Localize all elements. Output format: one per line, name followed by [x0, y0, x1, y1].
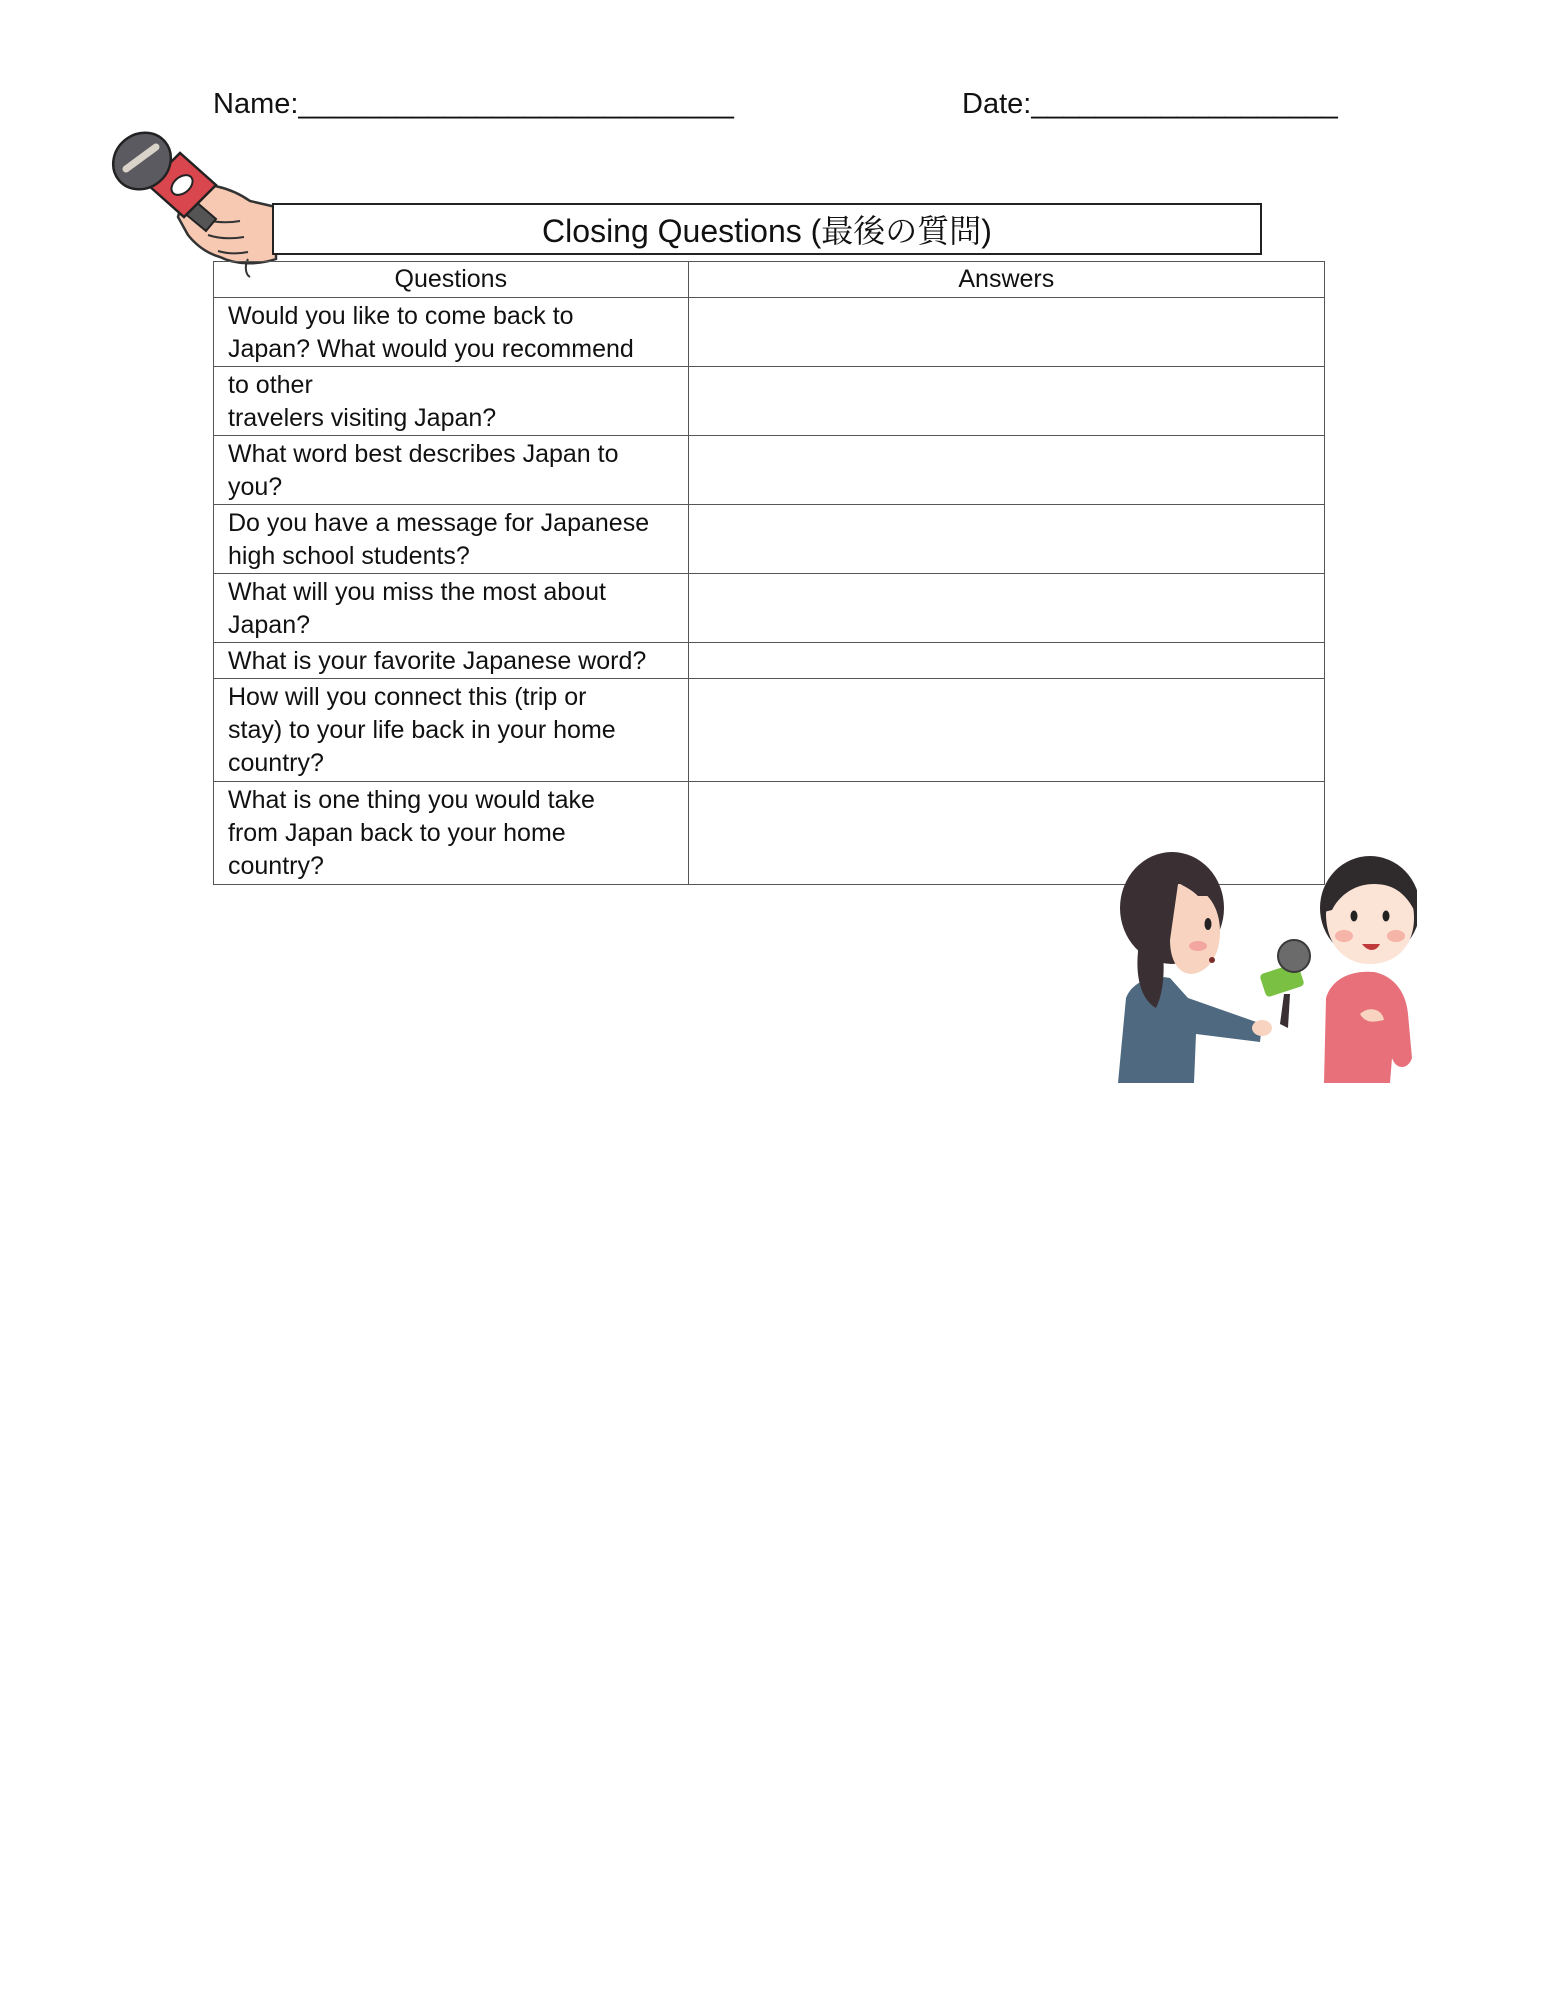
question-cell: What will you miss the most about Japan? [214, 574, 689, 643]
answer-cell[interactable] [688, 298, 1324, 367]
interview-illustration [1112, 848, 1417, 1083]
answer-cell[interactable] [688, 436, 1324, 505]
answers-column-header: Answers [688, 262, 1324, 298]
question-cell: to other travelers visiting Japan? [214, 367, 689, 436]
table-row [214, 298, 1325, 367]
question-cell: Do you have a message for Japanese high school students? [214, 505, 689, 574]
name-field[interactable]: Name:___________________________ [213, 88, 734, 120]
question-cell: What is your favorite Japanese word? [214, 643, 689, 679]
questions-column-header: Questions [214, 262, 689, 298]
answer-cell[interactable] [688, 574, 1324, 643]
table-row [214, 643, 1325, 679]
answer-cell[interactable] [688, 505, 1324, 574]
question-cell: Would you like to come back to Japan? What would you recommend [214, 298, 689, 367]
table-row [214, 574, 1325, 643]
table-row [214, 436, 1325, 505]
answer-cell[interactable] [688, 679, 1324, 782]
table-header-row [214, 262, 1325, 298]
date-field[interactable]: Date:___________________ [962, 88, 1338, 120]
question-cell: What word best describes Japan to you? [214, 436, 689, 505]
question-cell: How will you connect this (trip or stay) to your life back in your home country? [214, 679, 689, 782]
questions-table [213, 261, 1325, 885]
page-title: Closing Questions (最後の質問) [272, 203, 1262, 255]
table-row [214, 367, 1325, 436]
answer-cell[interactable] [688, 367, 1324, 436]
question-cell: What is one thing you would take from Japan back to your home country? [214, 782, 689, 885]
table-row [214, 505, 1325, 574]
table-row [214, 679, 1325, 782]
answer-cell[interactable] [688, 643, 1324, 679]
